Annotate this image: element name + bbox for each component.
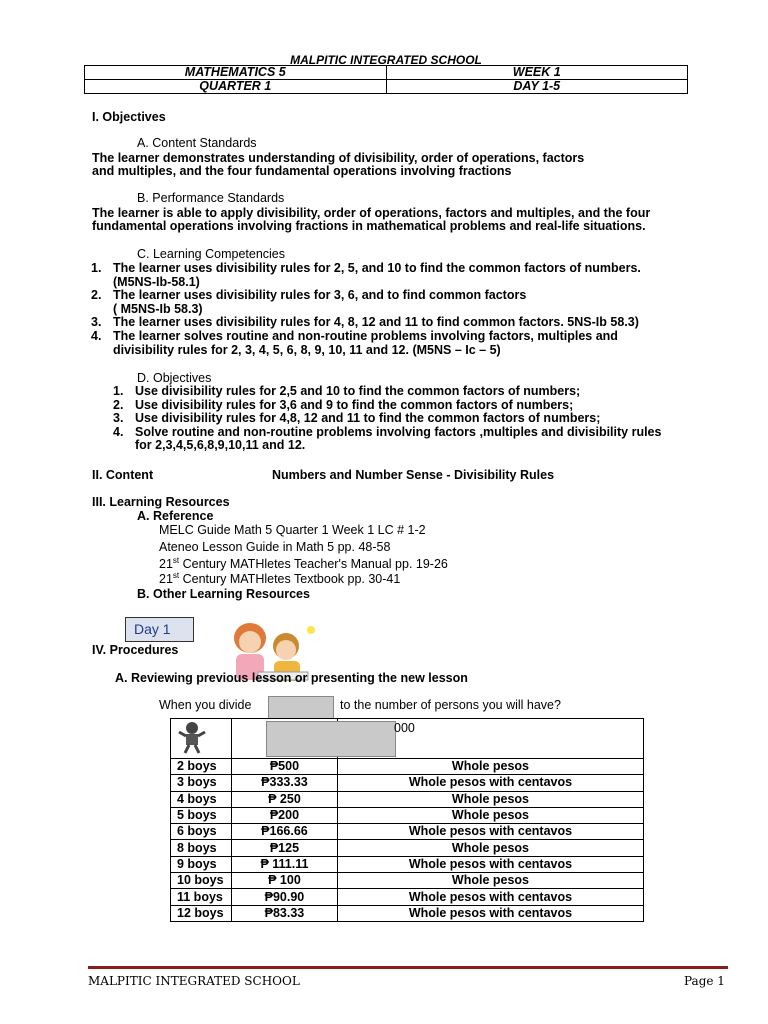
list-line: The learner uses divisibility rules for 4, 8, 12 and 11 to find common factors. 5NS-Ib 58.3) xyxy=(113,315,639,330)
list-line: The learner uses divisibility rules for 2, 5, and 10 to find the common factors of numbers. xyxy=(113,261,641,275)
type-cell: Whole pesos xyxy=(337,759,643,775)
type-cell: Whole pesos xyxy=(337,840,643,856)
list-line: The learner solves routine and non-routine problems involving factors, multiples and xyxy=(113,328,618,343)
list-item xyxy=(113,411,661,426)
subject-cell: MATHEMATICS 5 xyxy=(85,66,387,80)
list-line: Use divisibility rules for 3,6 and 9 to find the common factors of numbers; xyxy=(135,397,574,412)
header-table xyxy=(84,65,688,94)
ref4-sup: st xyxy=(172,571,180,580)
objectives-subtitle: D. Objectives xyxy=(137,371,212,385)
share-cell: ₱200 xyxy=(232,807,338,823)
list-item xyxy=(113,384,661,399)
table-row xyxy=(171,905,644,921)
table-row xyxy=(171,807,644,823)
list-item xyxy=(91,288,641,316)
other-resources-title: B. Other Learning Resources xyxy=(137,587,310,601)
type-cell: Whole pesos xyxy=(337,791,643,807)
amount-header-cell xyxy=(232,719,415,759)
list-number: 3. xyxy=(113,411,124,426)
type-cell: Whole pesos with centavos xyxy=(337,905,643,921)
list-line: divisibility rules for 2, 3, 4, 5, 6, 8, 9, 10, 11 and 12. (M5NS – Ic – 5) xyxy=(113,342,501,357)
list-number: 1. xyxy=(91,261,102,275)
list-line: for 2,3,4,5,6,8,9,10,11 and 12. xyxy=(135,438,306,453)
reference-3 xyxy=(159,556,448,571)
reference-title: A. Reference xyxy=(137,509,214,523)
list-line: Use divisibility rules for 2,5 and 10 to find the common factors of numbers; xyxy=(135,384,581,398)
boys-cell: 3 boys xyxy=(171,775,232,791)
table-row xyxy=(171,759,644,775)
boys-cell: 6 boys xyxy=(171,824,232,840)
table-body xyxy=(171,759,644,922)
type-cell: Whole pesos with centavos xyxy=(337,889,643,905)
section-content-text: Numbers and Number Sense - Divisibility Rules xyxy=(272,468,555,482)
share-cell: ₱ 250 xyxy=(232,791,338,807)
performance-standards-line1: The learner is able to apply divisibility, order of operations, factors and multiples, and the four xyxy=(92,206,651,220)
learning-competencies-title: C. Learning Competencies xyxy=(137,247,285,261)
performance-standards-title: B. Performance Standards xyxy=(137,191,285,205)
boys-cell: 12 boys xyxy=(171,905,232,921)
competencies-list xyxy=(91,261,641,357)
week-cell: WEEK 1 xyxy=(386,66,688,80)
list-line: Use divisibility rules for 4,8, 12 and 11 to find the common factors of numbers; xyxy=(135,411,601,426)
share-cell: ₱83.33 xyxy=(232,905,338,921)
ref3-text: Century MATHletes Teacher's Manual pp. 19-26 xyxy=(179,557,448,572)
type-cell: Whole pesos with centavos xyxy=(337,775,643,791)
reference-4 xyxy=(159,571,400,586)
type-cell: Whole pesos with centavos xyxy=(337,856,643,872)
amount-fragment: 000 xyxy=(394,721,415,735)
day-cell: DAY 1-5 xyxy=(386,80,688,94)
ref4-text: Century MATHletes Textbook pp. 30-41 xyxy=(179,572,401,587)
table-row xyxy=(171,791,644,807)
list-item xyxy=(113,424,662,453)
share-cell: ₱ 111.11 xyxy=(232,856,338,872)
list-line: The learner uses divisibility rules for 3, 6, and to find common factors xyxy=(113,288,527,303)
ref3-number: 21 xyxy=(159,557,173,572)
boys-cell: 5 boys xyxy=(171,807,232,823)
boys-cell: 9 boys xyxy=(171,856,232,872)
quarter-cell: QUARTER 1 xyxy=(85,80,387,94)
boys-cell: 4 boys xyxy=(171,791,232,807)
table-row xyxy=(171,840,644,856)
table-row xyxy=(171,824,644,840)
list-line: Solve routine and non-routine problems involving factors ,multiples and divisibility rules xyxy=(135,424,662,439)
share-cell: ₱333.33 xyxy=(232,775,338,791)
boys-cell: 10 boys xyxy=(171,873,232,889)
list-line: (M5NS-Ib-58.1) xyxy=(113,274,200,289)
share-cell: ₱500 xyxy=(232,759,338,775)
list-item xyxy=(91,328,641,357)
list-number: 4. xyxy=(113,424,124,439)
procedure-a-title: A. Reviewing previous lesson or presenting the new lesson xyxy=(115,671,468,685)
share-cell: ₱90.90 xyxy=(232,889,338,905)
school-title: MALPITIC INTEGRATED SCHOOL xyxy=(290,53,482,67)
prompt-pre: When you divide xyxy=(159,698,252,712)
share-cell: ₱ 100 xyxy=(232,873,338,889)
section-content-title: II. Content xyxy=(92,468,154,482)
share-cell: ₱125 xyxy=(232,840,338,856)
objectives-list xyxy=(113,384,662,453)
section-objectives-title: I. Objectives xyxy=(92,110,166,124)
footer-page-number: Page 1 xyxy=(684,974,725,988)
banknote-image xyxy=(268,696,334,719)
list-number: 4. xyxy=(91,328,102,343)
boys-cell: 11 boys xyxy=(171,889,232,905)
content-standards-line1: The learner demonstrates understanding of divisibility, order of operations, factors xyxy=(92,151,585,165)
performance-standards-line2: fundamental operations involving fractions in mathematical problems and real-life situations. xyxy=(92,219,646,233)
list-item xyxy=(113,397,661,413)
section-resources-title: III. Learning Resources xyxy=(92,495,230,509)
day-badge: Day 1 xyxy=(125,617,194,642)
content-standards-line2: and multiples, and the four fundamental operations involving fractions xyxy=(92,164,512,178)
division-table xyxy=(170,718,644,922)
ref3-sup: st xyxy=(172,556,180,565)
reference-1: MELC Guide Math 5 Quarter 1 Week 1 LC # 1-2 xyxy=(159,523,426,537)
type-cell: Whole pesos xyxy=(337,807,643,823)
footer-school: MALPITIC INTEGRATED SCHOOL xyxy=(88,974,300,988)
list-number: 3. xyxy=(91,315,102,330)
ref4-number: 21 xyxy=(159,572,173,587)
footer-rule xyxy=(88,966,728,969)
list-number: 1. xyxy=(113,384,124,398)
reference-2: Ateneo Lesson Guide in Math 5 pp. 48-58 xyxy=(159,540,391,554)
table-row xyxy=(171,856,644,872)
list-item xyxy=(91,261,641,289)
share-cell: ₱166.66 xyxy=(232,824,338,840)
section-procedures-title: IV. Procedures xyxy=(92,643,179,657)
boys-cell: 8 boys xyxy=(171,840,232,856)
boys-header-cell xyxy=(171,719,232,759)
list-number: 2. xyxy=(91,288,102,303)
boy-icon xyxy=(175,720,209,754)
list-line: ( M5NS-Ib 58.3) xyxy=(113,301,203,316)
table-row xyxy=(171,873,644,889)
banknote-large-image xyxy=(266,721,396,757)
boys-cell: 2 boys xyxy=(171,759,232,775)
table-row xyxy=(171,775,644,791)
list-number: 2. xyxy=(113,397,124,412)
type-cell: Whole pesos xyxy=(337,873,643,889)
type-cell: Whole pesos with centavos xyxy=(337,824,643,840)
list-item xyxy=(91,315,641,330)
content-standards-title: A. Content Standards xyxy=(137,136,257,150)
table-row xyxy=(171,889,644,905)
prompt-post: to the number of persons you will have? xyxy=(340,698,561,712)
